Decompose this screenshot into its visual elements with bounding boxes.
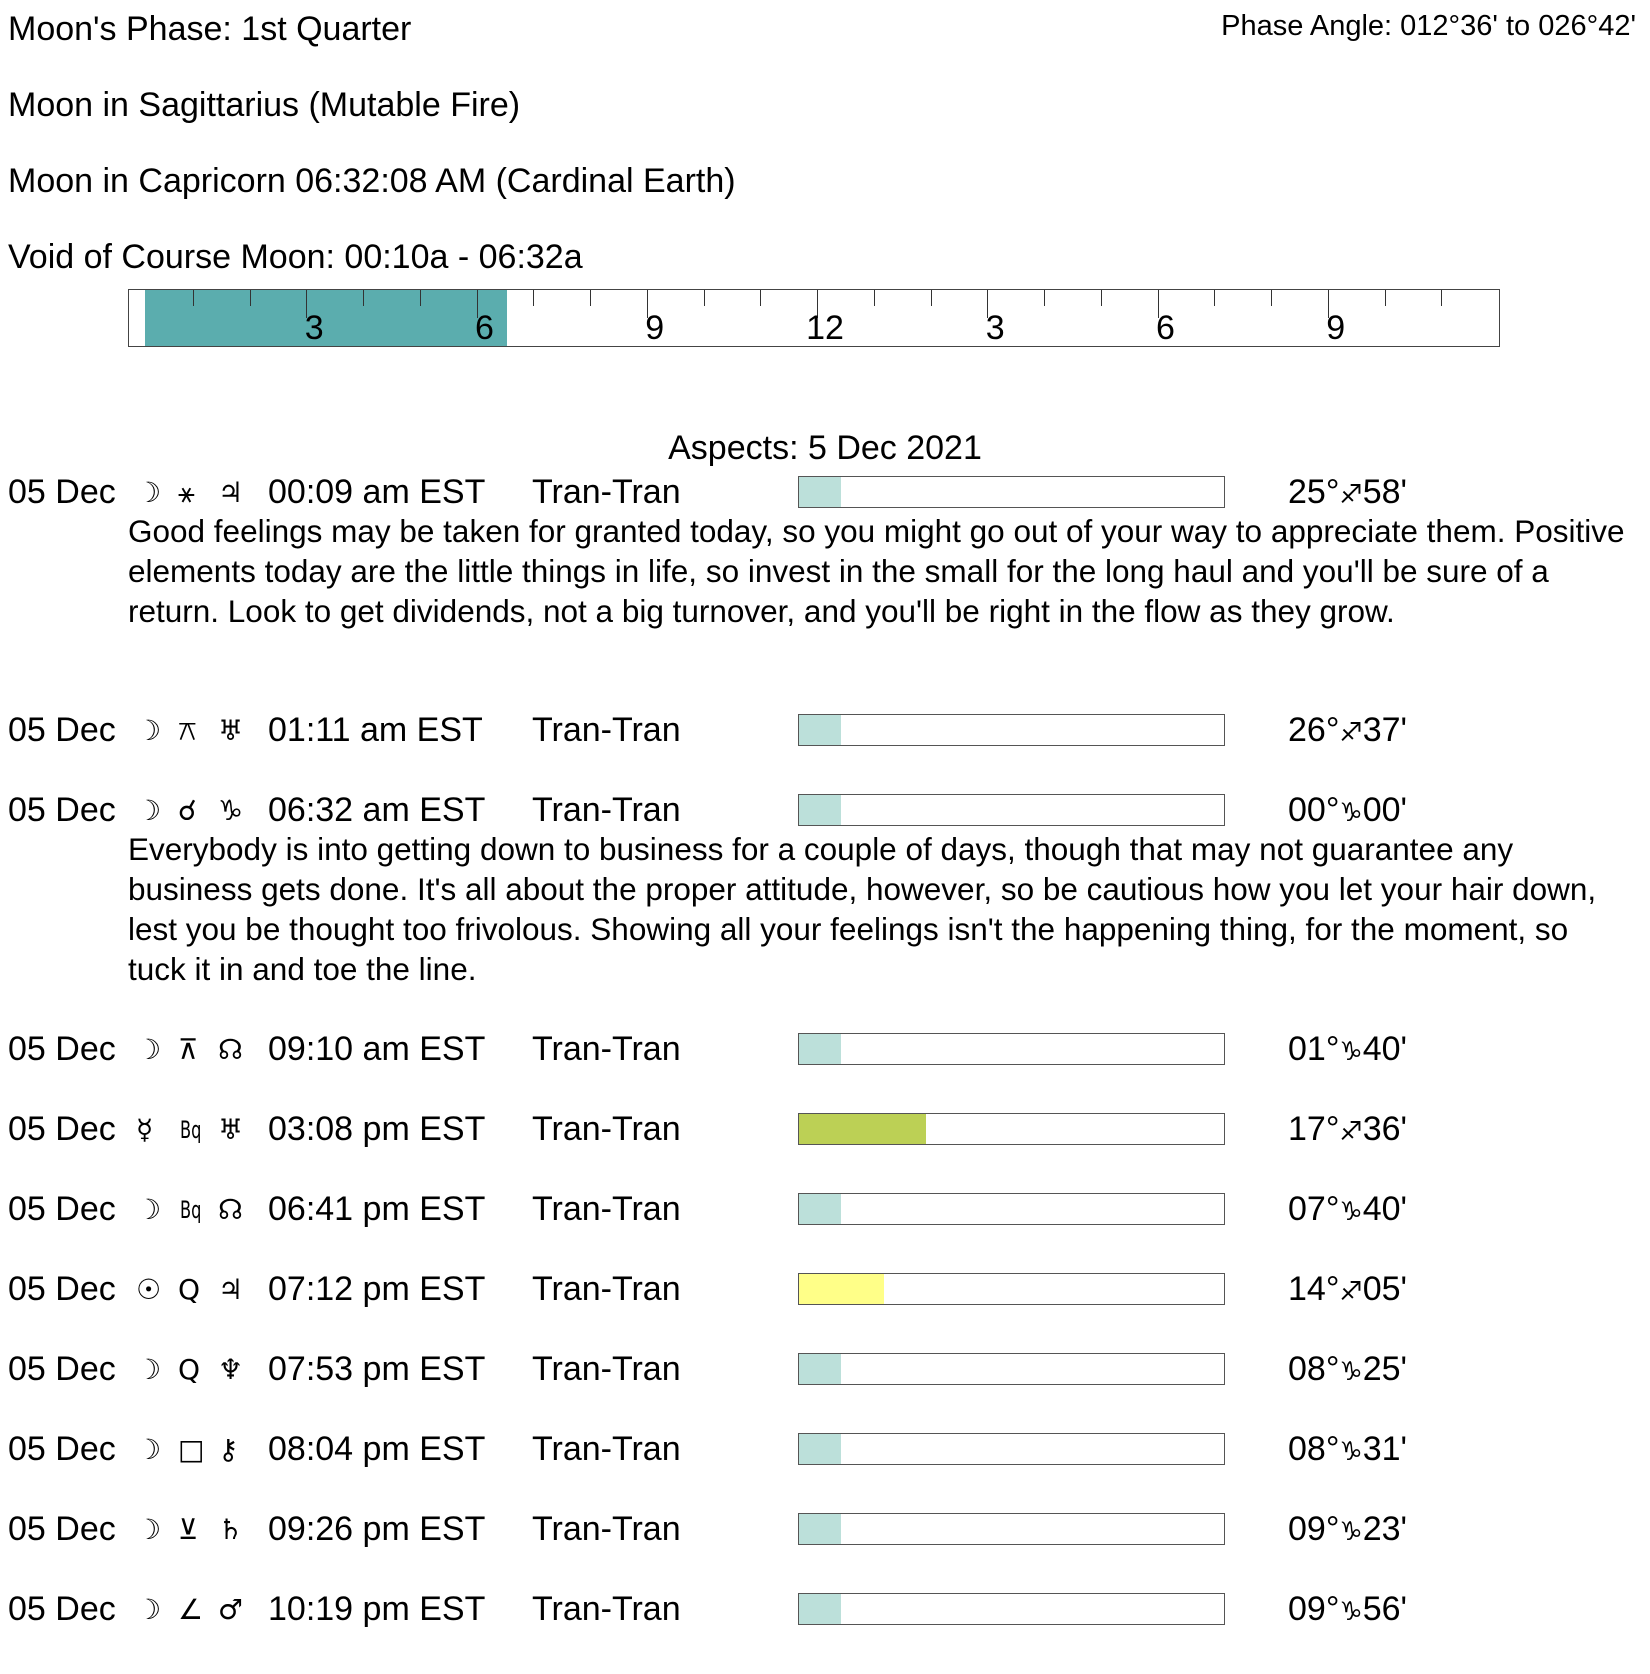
aspect-strength-bar <box>798 1193 1225 1225</box>
aspect-date: 05 Dec <box>8 473 116 511</box>
aspect-time: 09:26 pm EST <box>268 1510 486 1548</box>
aspect-time: 06:41 pm EST <box>268 1190 486 1228</box>
aspects-title: Aspects: 5 Dec 2021 <box>668 429 982 467</box>
aspect-position <box>1288 710 1407 753</box>
timeline-hour-label: 3 <box>985 309 1005 347</box>
aspect-date: 05 Dec <box>8 1110 116 1148</box>
aspect-kind: Tran-Tran <box>532 1030 681 1068</box>
sagittarius-icon: ♐ <box>1339 1277 1363 1307</box>
timeline-tick <box>1385 290 1386 306</box>
aspect-row <box>0 1189 1650 1229</box>
aspect-kind: Tran-Tran <box>532 473 681 511</box>
conjunction-aspect-icon: ☌ <box>178 794 197 827</box>
position-minutes: 23' <box>1362 1510 1408 1548</box>
aspect-date: 05 Dec <box>8 791 116 829</box>
position-minutes: 37' <box>1362 711 1408 749</box>
moon-icon: ☽ <box>136 1593 162 1626</box>
moon-icon: ☽ <box>136 1433 162 1466</box>
moon-icon: ☽ <box>136 714 162 747</box>
aspect-kind: Tran-Tran <box>532 1510 681 1548</box>
position-degrees: 00° <box>1288 791 1340 829</box>
timeline-tick <box>1214 290 1215 306</box>
aspect-row <box>0 1029 1650 1069</box>
position-minutes: 36' <box>1362 1110 1408 1148</box>
aspect-position <box>1288 1349 1407 1392</box>
position-degrees: 17° <box>1288 1110 1340 1148</box>
capricorn-icon: ♑ <box>1339 1037 1363 1067</box>
position-degrees: 09° <box>1288 1590 1340 1628</box>
timeline-hour-label: 9 <box>645 309 665 347</box>
aspect-kind: Tran-Tran <box>532 791 681 829</box>
aspect-date: 05 Dec <box>8 1590 116 1628</box>
aspect-position <box>1288 1269 1407 1312</box>
timeline-tick <box>1441 290 1442 306</box>
aspect-time: 10:19 pm EST <box>268 1590 486 1628</box>
aspect-strength-fill <box>799 1194 841 1224</box>
saturn-icon: ♄ <box>218 1513 244 1546</box>
aspect-row <box>0 1349 1650 1389</box>
position-minutes: 40' <box>1362 1030 1408 1068</box>
timeline-tick <box>1101 290 1102 306</box>
timeline-tick <box>193 290 194 306</box>
aspect-kind: Tran-Tran <box>532 1590 681 1628</box>
aspect-interpretation: Good feelings may be taken for granted today, so you might go out of your way to appreciate them. Positive elements today are the little things in life, so invest in the small for the long haul and you'll be sure of a return. Look to get dividends, not a big turnover, and you'll be right in the flow as they grow. <box>128 513 1625 629</box>
aspect-row <box>0 1109 1650 1149</box>
aspect-date: 05 Dec <box>8 1510 116 1548</box>
north-node-icon: ☊ <box>218 1033 243 1066</box>
aspect-time: 01:11 am EST <box>268 711 483 749</box>
phase-angle: Phase Angle: 012°36' to 026°42' <box>1221 10 1636 42</box>
aspect-strength-bar <box>798 1433 1225 1465</box>
aspect-kind: Tran-Tran <box>532 1430 681 1468</box>
position-minutes: 40' <box>1362 1190 1408 1228</box>
semisextile-aspect-icon: ⊻ <box>178 1513 199 1546</box>
moon-icon: ☽ <box>136 476 162 509</box>
aspect-position <box>1288 1589 1407 1632</box>
aspect-strength-bar <box>798 476 1225 508</box>
position-degrees: 08° <box>1288 1430 1340 1468</box>
moon-sign: Moon in Sagittarius (Mutable Fire) <box>8 86 521 124</box>
position-minutes: 58' <box>1362 473 1408 511</box>
aspect-strength-fill <box>799 715 841 745</box>
timeline-hour-label: 3 <box>304 309 324 347</box>
quincunx-aspect-icon: ⊼ <box>178 1033 199 1066</box>
capricorn-icon: ♑ <box>1339 1597 1363 1627</box>
quintile-aspect-icon: Q <box>178 1353 201 1386</box>
aspect-strength-fill <box>799 1114 926 1144</box>
position-degrees: 09° <box>1288 1510 1340 1548</box>
position-minutes: 25' <box>1362 1350 1408 1388</box>
aspect-strength-fill <box>799 1354 841 1384</box>
uranus-icon: ♅ <box>218 714 244 747</box>
aspect-kind: Tran-Tran <box>532 1190 681 1228</box>
aspect-strength-bar <box>798 1353 1225 1385</box>
sextile-aspect-icon: ⚹ <box>178 476 195 509</box>
aspect-strength-bar <box>798 1113 1225 1145</box>
position-degrees: 25° <box>1288 473 1340 511</box>
position-minutes: 56' <box>1362 1590 1408 1628</box>
moon-icon: ☽ <box>136 1033 162 1066</box>
aspect-strength-fill <box>799 1034 841 1064</box>
aspect-strength-bar <box>798 1273 1225 1305</box>
aspect-position <box>1288 1429 1407 1472</box>
timeline-hour-label: 6 <box>475 309 494 347</box>
moon-icon: ☽ <box>136 794 162 827</box>
aspect-row <box>0 1589 1650 1629</box>
moon-icon: ☽ <box>136 1513 162 1546</box>
aspect-strength-bar <box>798 714 1225 746</box>
aspect-row <box>0 472 1650 512</box>
capricorn-icon: ♑ <box>1339 798 1363 828</box>
void-of-course: Void of Course Moon: 00:10a - 06:32a <box>8 238 583 276</box>
position-degrees: 14° <box>1288 1270 1340 1308</box>
moon-phase: Moon's Phase: 1st Quarter <box>8 10 412 48</box>
quincunx-aspect-icon: ⚻ <box>178 714 197 747</box>
aspect-strength-fill <box>799 1514 841 1544</box>
aspect-position <box>1288 1029 1407 1072</box>
sagittarius-icon: ♐ <box>1339 1117 1363 1147</box>
timeline-tick <box>1044 290 1045 306</box>
mercury-icon: ☿ <box>136 1113 154 1146</box>
timeline-tick <box>363 290 364 306</box>
timeline-hour-label: 6 <box>1156 309 1175 347</box>
mars-icon: ♂ <box>218 1593 244 1626</box>
aspect-time: 06:32 am EST <box>268 791 486 829</box>
moon-icon: ☽ <box>136 1193 162 1226</box>
aspect-position <box>1288 1189 1407 1232</box>
aspect-interpretation: Everybody is into getting down to business for a couple of days, though that may not guarantee any business gets done. It's all about the proper attitude, however, so be cautious how you let your hair down, lest you be thought too frivolous. Showing all your feelings isn't the happening thing, for the moment, so tuck it in and toe the line. <box>128 831 1597 987</box>
aspect-time: 07:53 pm EST <box>268 1350 486 1388</box>
timeline-tick <box>420 290 421 306</box>
position-minutes: 00' <box>1362 791 1408 829</box>
aspect-time: 03:08 pm EST <box>268 1110 486 1148</box>
timeline-tick <box>931 290 932 306</box>
timeline-tick <box>250 290 251 306</box>
aspect-date: 05 Dec <box>8 1190 116 1228</box>
aspect-row <box>0 790 1650 830</box>
aspect-strength-fill <box>799 1274 884 1304</box>
timeline-tick <box>533 290 534 306</box>
timeline-tick <box>874 290 875 306</box>
biquintile-aspect-icon: Bq <box>180 1196 202 1224</box>
capricorn-icon: ♑ <box>1339 1357 1363 1387</box>
position-degrees: 07° <box>1288 1190 1340 1228</box>
timeline-tick <box>760 290 761 306</box>
position-minutes: 05' <box>1362 1270 1408 1308</box>
aspect-date: 05 Dec <box>8 1030 116 1068</box>
capricorn-icon: ♑ <box>1339 1517 1363 1547</box>
capricorn-icon: ♑ <box>1339 1197 1363 1227</box>
neptune-icon: ♆ <box>218 1353 244 1386</box>
aspect-strength-fill <box>799 795 841 825</box>
aspect-position <box>1288 472 1407 515</box>
quintile-aspect-icon: Q <box>178 1273 201 1306</box>
biquintile-aspect-icon: Bq <box>180 1116 202 1144</box>
timeline-tick <box>1271 290 1272 306</box>
aspect-kind: Tran-Tran <box>532 1350 681 1388</box>
sagittarius-icon: ♐ <box>1339 718 1363 748</box>
capricorn-icon: ♑ <box>1339 1437 1363 1467</box>
aspect-strength-fill <box>799 1434 841 1464</box>
jupiter-icon: ♃ <box>218 476 244 509</box>
void-timeline <box>128 289 1500 347</box>
aspect-kind: Tran-Tran <box>532 711 681 749</box>
aspect-time: 09:10 am EST <box>268 1030 486 1068</box>
void-period-fill <box>145 290 506 346</box>
aspect-row <box>0 1269 1650 1309</box>
aspect-kind: Tran-Tran <box>532 1270 681 1308</box>
timeline-tick <box>704 290 705 306</box>
position-degrees: 26° <box>1288 711 1340 749</box>
sun-icon: ☉ <box>136 1273 162 1306</box>
semisquare-aspect-icon: ∠ <box>178 1593 204 1626</box>
aspect-row <box>0 1509 1650 1549</box>
aspect-strength-fill <box>799 477 841 507</box>
moon-icon: ☽ <box>136 1353 162 1386</box>
capricorn-icon: ♑ <box>218 794 244 827</box>
aspect-time: 08:04 pm EST <box>268 1430 486 1468</box>
timeline-tick <box>590 290 591 306</box>
aspect-row <box>0 710 1650 750</box>
aspect-strength-fill <box>799 1594 841 1624</box>
aspect-date: 05 Dec <box>8 1430 116 1468</box>
aspect-strength-bar <box>798 1033 1225 1065</box>
aspect-position <box>1288 1509 1407 1552</box>
uranus-icon: ♅ <box>218 1113 244 1146</box>
moon-ingress: Moon in Capricorn 06:32:08 AM (Cardinal Earth) <box>8 162 736 200</box>
aspect-strength-bar <box>798 1593 1225 1625</box>
sagittarius-icon: ♐ <box>1339 480 1363 510</box>
aspect-time: 07:12 pm EST <box>268 1270 486 1308</box>
square-aspect-icon: □ <box>178 1433 205 1466</box>
jupiter-icon: ♃ <box>218 1273 244 1306</box>
north-node-icon: ☊ <box>218 1193 243 1226</box>
aspect-date: 05 Dec <box>8 711 116 749</box>
aspect-kind: Tran-Tran <box>532 1110 681 1148</box>
aspect-position <box>1288 790 1407 833</box>
aspect-position <box>1288 1109 1407 1152</box>
aspect-date: 05 Dec <box>8 1270 116 1308</box>
aspect-strength-bar <box>798 1513 1225 1545</box>
timeline-hour-label: 9 <box>1326 309 1346 347</box>
position-degrees: 01° <box>1288 1030 1340 1068</box>
aspect-strength-bar <box>798 794 1225 826</box>
position-degrees: 08° <box>1288 1350 1340 1388</box>
timeline-hour-label: 12 <box>806 309 844 347</box>
chiron-icon: ⚷ <box>218 1433 239 1466</box>
aspect-date: 05 Dec <box>8 1350 116 1388</box>
aspect-time: 00:09 am EST <box>268 473 486 511</box>
aspect-row <box>0 1429 1650 1469</box>
position-minutes: 31' <box>1362 1430 1408 1468</box>
